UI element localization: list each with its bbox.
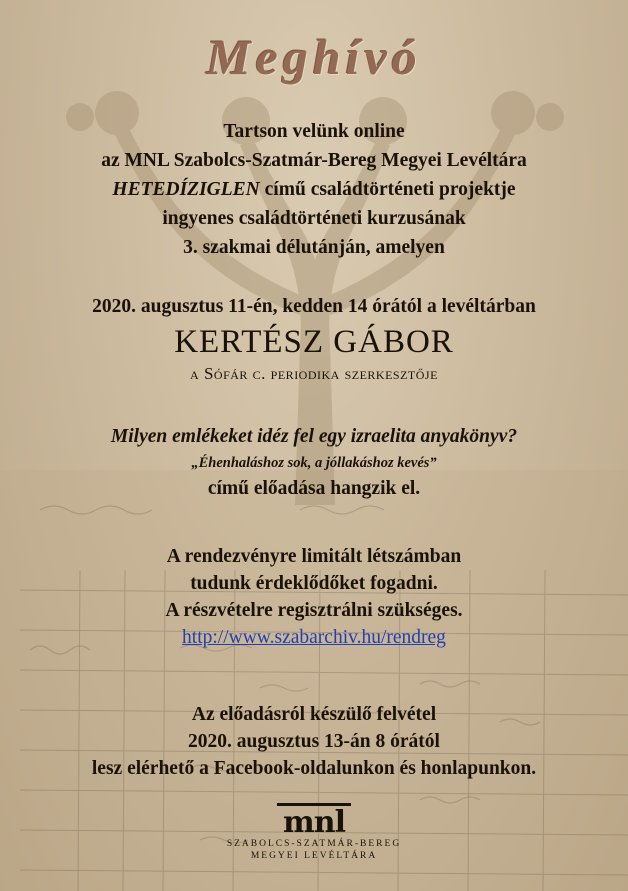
logo-line-2: MEGYEI LEVÉLTÁRA	[250, 851, 378, 861]
mnl-logo	[214, 803, 414, 862]
registration-line-3: A részvételre regisztrálni szükséges.	[165, 600, 463, 621]
intro-line-3	[0, 175, 628, 204]
intro-text	[0, 117, 628, 262]
intro-line-2: az MNL Szabolcs-Szatmár-Bereg Megyei Levéltára	[101, 150, 527, 171]
intro-line-5: 3. szakmai délutánján, amelyen	[183, 237, 445, 258]
recording-line-1: Az előadásról készülő felvétel	[191, 704, 437, 725]
logo-line-1: SZABOLCS-SZATMÁR-BEREG	[226, 839, 402, 849]
intro-line-1: Tartson velünk online	[223, 121, 405, 142]
invitation-title: Meghívó	[206, 29, 422, 85]
intro-line-4: ingyenes családtörténeti kurzusának	[162, 208, 466, 229]
lecture-question: Milyen emlékeket idéz fel egy izraelita anyakönyv?	[110, 426, 518, 447]
registration-line-2: tudunk érdeklődőket fogadni.	[190, 573, 438, 594]
registration-line-1: A rendezvényre limitált létszámban	[166, 546, 462, 567]
lecture-quote: „Éhenhaláshoz sok, a jóllakáshoz kevés”	[191, 455, 437, 471]
recording-info	[0, 701, 628, 782]
registration-info	[0, 543, 628, 651]
speaker-role: a Sófár c. periodika szerkesztője	[190, 364, 438, 383]
recording-line-3: lesz elérhető a Facebook-oldalunkon és honlapunkon.	[91, 758, 537, 779]
project-name: HETEDÍZIGLEN	[112, 179, 260, 200]
recording-line-2: 2020. augusztus 13-án 8 órától	[188, 731, 440, 752]
speaker-name: KERTÉSZ GÁBOR	[174, 324, 454, 360]
intro-line-3-rest: című családtörténeti projektje	[259, 179, 516, 200]
mnl-logo-mark: mnl	[277, 803, 351, 838]
registration-link[interactable]: http://www.szabarchiv.hu/rendreg	[182, 627, 446, 648]
lecture-closing: című előadása hangzik el.	[207, 478, 421, 499]
event-date: 2020. augusztus 11-én, kedden 14 órától a levéltárban	[92, 296, 536, 317]
